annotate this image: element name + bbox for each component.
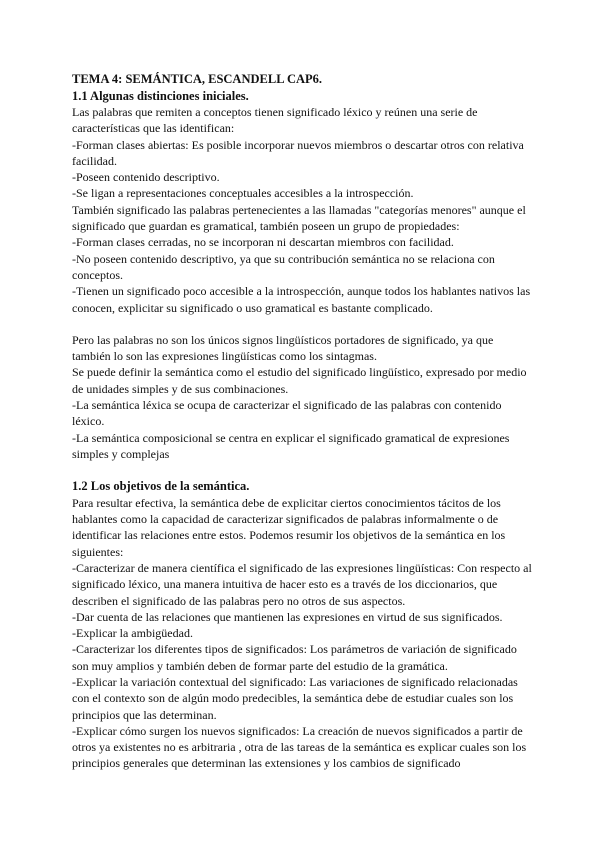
document-page [72, 71, 532, 772]
paragraph-spacer [72, 462, 532, 478]
paragraph: -Caracterizar de manera científica el significado de las expresiones lingüísticas: Con respecto al significado léxico, una manera intuitiva de hacer esto es a través de los diccionarios, que describen el significado de las palabras pero no otros de sus aspectos. [72, 560, 532, 608]
paragraph: Las palabras que remiten a conceptos tienen significado léxico y reúnen una serie de características que las identifican: [72, 105, 478, 136]
paragraph: -Forman clases abiertas: Es posible incorporar nuevos miembros o descartar otros con relativa facilidad. [72, 137, 524, 168]
paragraph: También significado las palabras pertenecientes a las llamadas "categorías menores" aunque el significado que guardan es gramatical, también poseen un grupo de propiedades: [72, 202, 526, 234]
paragraph: -Poseen contenido descriptivo. [72, 170, 220, 185]
paragraph-spacer [72, 316, 532, 332]
section-heading-1-1: 1.1 Algunas distinciones iniciales. [72, 88, 249, 103]
paragraph: Para resultar efectiva, la semántica debe de explicitar ciertos conocimientos tácitos de los hablantes como la capacidad de caracterizar significados de palabras informalmente o de identificar las relaciones entre estos. Podemos resumir los objetivos de la semántica en los siguientes: [72, 495, 506, 559]
paragraph: -Forman clases cerradas, no se incorporan ni descartan miembros con facilidad. [72, 235, 454, 250]
paragraph: -Tienen un significado poco accesible a la introspección, aunque todos los hablantes nativos las conocen, explicitar su significado o uso gramatical es bastante complicado. [72, 284, 531, 315]
document-title: TEMA 4: SEMÁNTICA, ESCANDELL CAP6. [72, 72, 323, 86]
paragraph: -Se ligan a representaciones conceptuales accesibles a la introspección. [72, 186, 414, 201]
paragraph: -Explicar la variación contextual del significado: Las variaciones de significado relacionadas con el contexto son de algún modo predecibles, la semántica debe de estudiar cuales son los principios que las determinan. [72, 675, 518, 722]
paragraph: -Dar cuenta de las relaciones que mantienen las expresiones en virtud de sus significados. [72, 609, 503, 624]
paragraph: Se puede definir la semántica como el estudio del significado lingüístico, expresado por medio de unidades simples y de sus combinaciones. [72, 365, 527, 396]
section-heading-1-2: 1.2 Los objetivos de la semántica. [72, 479, 250, 494]
paragraph: -La semántica composicional se centra en explicar el significado gramatical de expresiones simples y complejas [72, 430, 510, 461]
paragraph: -Caracterizar los diferentes tipos de significados: Los parámetros de variación de significado son muy amplios y también deben de formar parte del estudio de la gramática. [72, 642, 517, 673]
paragraph: Pero las palabras no son los únicos signos lingüísticos portadores de significado, ya que también lo son las expresiones lingüísticas como los sintagmas. [72, 332, 494, 364]
paragraph: -Explicar la ambigüedad. [72, 626, 193, 641]
paragraph: -No poseen contenido descriptivo, ya que su contribución semántica no se relaciona con conceptos. [72, 251, 495, 282]
paragraph: -Explicar cómo surgen los nuevos significados: La creación de nuevos significados a partir de otros ya existentes no es arbitraria , otra de las tareas de la semántica es explicar cuales son los principios generales que determinan las extensiones y los cambios de significado [72, 723, 527, 771]
paragraph: -La semántica léxica se ocupa de caracterizar el significado de las palabras con contenido léxico. [72, 398, 502, 429]
